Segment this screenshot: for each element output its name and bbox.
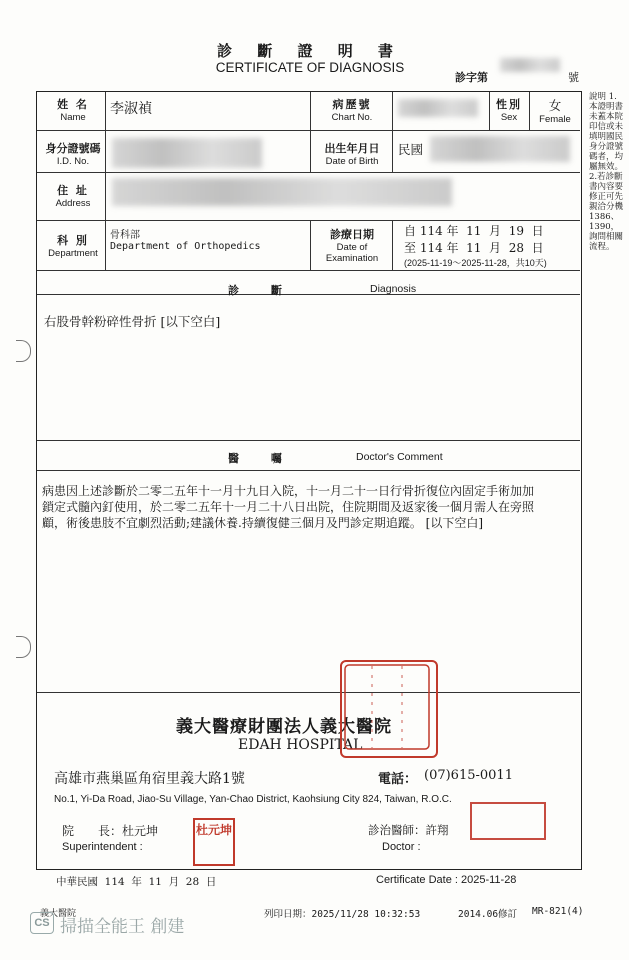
sex-label-en: Sex	[500, 112, 518, 123]
comment-line-3: 顧，術後患肢不宜劇烈活動;建議休養.持續復健三個月及門診定期追蹤。 [以下空白]	[42, 516, 484, 530]
punch-hole-top	[16, 340, 31, 362]
comment-label-en: Doctor's Comment	[356, 451, 443, 463]
punch-hole-bottom	[16, 636, 31, 658]
chart-label: 病歷號	[332, 98, 372, 111]
address-redacted	[112, 178, 452, 206]
dob-prefix: 民國	[398, 142, 424, 157]
hospital-name-en: EDAH HOSPITAL	[238, 737, 363, 753]
address-label: 住 址	[57, 184, 89, 197]
diagnosis-label-en: Diagnosis	[370, 283, 417, 295]
exam-label: 診療日期	[330, 228, 374, 241]
superintendent-seal: 杜元坤	[193, 818, 235, 866]
comment-label: 醫 囑	[228, 452, 296, 465]
address-label-en: Address	[55, 198, 91, 209]
dept-label-en: Department	[48, 248, 98, 259]
hospital-seal	[340, 660, 438, 758]
sex-value-en: Female	[539, 114, 571, 125]
chart-no-redacted	[398, 99, 478, 117]
patient-name: 李淑禎	[110, 101, 152, 117]
id-label: 身分證號碼	[45, 142, 101, 155]
diagnosis-text: 右股骨幹粉碎性骨折 [以下空白]	[44, 314, 221, 329]
title-english: CERTIFICATE OF DIAGNOSIS	[215, 60, 405, 75]
print-date: 列印日期：2025/11/28 10:32:53	[264, 909, 421, 920]
phone-number: (07)615-0011	[424, 768, 513, 783]
form-grid	[36, 91, 582, 870]
camscanner-logo: CS	[30, 912, 54, 934]
exam-to: 至 114 年 11 月 28 日	[404, 241, 544, 255]
cert-number-redacted	[500, 58, 560, 72]
sex-label: 性別	[496, 98, 522, 111]
date-en: Certificate Date : 2025-11-28	[376, 874, 517, 886]
chart-label-en: Chart No.	[331, 112, 373, 123]
cert-number-label: 診字第	[455, 71, 488, 84]
comment-line-1: 病患因上述診斷於二零二五年十一月十九日入院，十一月二十一日行骨折復位內固定手術加加	[42, 484, 535, 498]
phone-label: 電話：	[378, 772, 418, 787]
footer-hospital: 義大醫院	[40, 909, 77, 919]
id-no-redacted	[112, 138, 262, 168]
hospital-address-en: No.1, Yi-Da Road, Jiao-Su Village, Yan-Chao District, Kaohsiung City 824, Taiwan, R.O.C.	[54, 794, 452, 805]
name-label: 姓 名	[57, 98, 89, 111]
hospital-address: 高雄市燕巢區角宿里義大路1號	[54, 771, 245, 787]
dept-value: 骨科部	[110, 230, 140, 241]
hospital-seal-graphic	[342, 662, 432, 752]
date-cn: 中華民國 114 年 11 月 28 日	[56, 876, 217, 888]
cert-number-suffix: 號	[568, 71, 579, 84]
dept-label: 科 別	[57, 234, 89, 247]
comment-line-2: 鎖定式髓內釘使用，於二零二五年十一月二十八日出院，住院期間及返家後一個月需人在旁照	[42, 500, 535, 514]
dept-value-en: Department of Orthopedics	[110, 241, 261, 252]
name-label-en: Name	[60, 112, 86, 123]
title-chinese: 診 斷 證 明 書	[217, 42, 403, 60]
form-number: MR-821(4)	[532, 906, 584, 917]
exam-label-en2: Examination	[325, 253, 379, 264]
revision: 2014.06修訂	[458, 909, 518, 920]
id-label-en: I.D. No.	[56, 156, 90, 167]
camscanner-text: 掃描全能王 創建	[60, 917, 185, 937]
exam-from: 自 114 年 11 月 19 日	[404, 224, 544, 238]
dob-redacted	[430, 136, 570, 162]
side-note: 說明 1.本證明書未蓋本院印信或未填明國民身分證號碼者，均屬無效。 2.若診斷書內容要修正可先親洽分機1386、1390，詢問相關流程。	[589, 92, 624, 252]
superintendent-cn: 院 長：杜元坤	[62, 824, 159, 838]
diagnosis-label: 診 斷	[228, 284, 296, 297]
hospital-name: 義大醫療財團法人義大醫院	[176, 717, 392, 737]
dob-label: 出生年月日	[324, 142, 380, 155]
superintendent-en: Superintendent :	[62, 841, 143, 853]
exam-label-en1: Date of	[336, 242, 368, 253]
doctor-cn: 診治醫師：許翔	[368, 823, 449, 837]
dob-label-en: Date of Birth	[325, 156, 379, 167]
doctor-seal	[470, 802, 546, 840]
doctor-en: Doctor :	[382, 841, 421, 853]
exam-range: (2025-11-19～2025-11-28，共10天)	[404, 258, 547, 268]
sex-value: 女	[548, 98, 562, 113]
